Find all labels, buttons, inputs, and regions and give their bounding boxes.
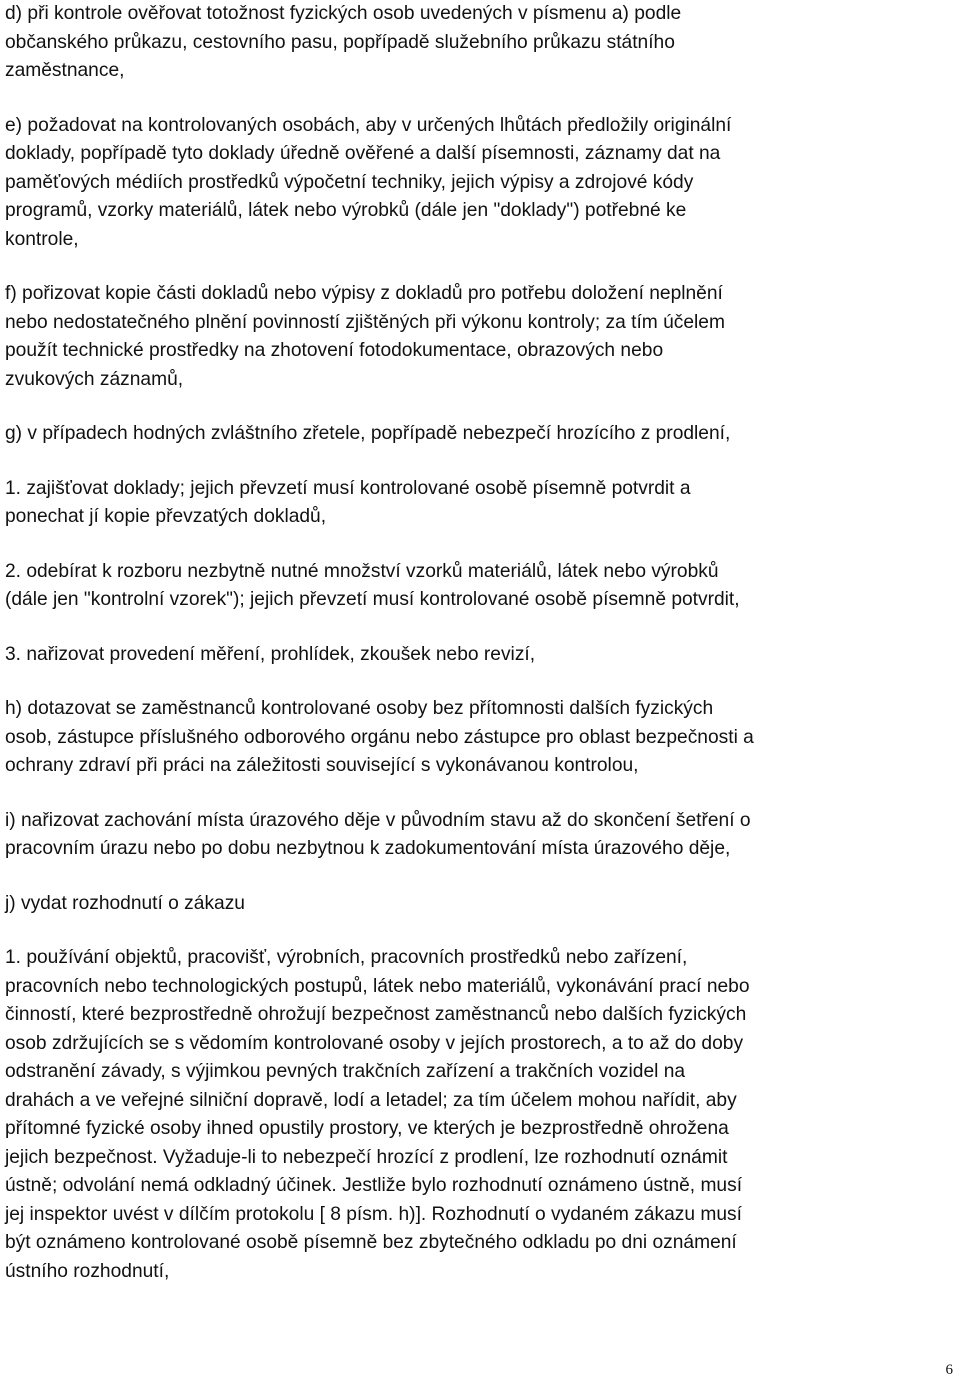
text-line: ústně; odvolání nemá odkladný účinek. Jestliže bylo rozhodnutí oznámeno ústně, musí bbox=[5, 1175, 743, 1196]
text-line: i) nařizovat zachování místa úrazového děje v původním stavu až do skončení šetření o bbox=[5, 809, 751, 831]
text-line: nebo nedostatečného plnění povinností zjištěných při výkonu kontroly; za tím účelem bbox=[5, 311, 725, 333]
text-line: drahách a ve veřejné silniční dopravě, lodí a letadel; za tím účelem mohou nařídit, aby bbox=[5, 1089, 737, 1111]
paragraph-g-3 bbox=[5, 641, 957, 670]
text-line: ochrany zdraví při práci na záležitosti související s vykonávanou kontrolou, bbox=[5, 755, 639, 776]
text-line: 1. zajišťovat doklady; jejich převzetí musí kontrolované osobě písemně potvrdit a bbox=[5, 477, 691, 499]
text-line: programů, vzorky materiálů, látek nebo výrobků (dále jen "doklady") potřebné ke bbox=[5, 200, 687, 221]
paragraph-e bbox=[5, 112, 957, 255]
text-line: činností, které bezprostředně ohrožují bezpečnost zaměstnanců nebo dalších fyzických bbox=[5, 1004, 747, 1025]
text-line: f) pořizovat kopie části dokladů nebo výpisy z dokladů pro potřebu doložení neplnění bbox=[5, 283, 723, 304]
paragraph-i bbox=[5, 807, 957, 864]
text-line: přítomné fyzické osoby ihned opustily prostory, ve kterých je bezprostředně ohrožena bbox=[5, 1118, 729, 1139]
text-line: 3. nařizovat provedení měření, prohlídek, zkoušek nebo revizí, bbox=[5, 643, 536, 665]
paragraph-g-2 bbox=[5, 558, 957, 615]
text-line: h) dotazovat se zaměstnanců kontrolované osoby bez přítomnosti dalších fyzických bbox=[5, 698, 714, 719]
text-line: ponechat jí kopie převzatých dokladů, bbox=[5, 506, 327, 527]
text-line: zaměstnance, bbox=[5, 60, 125, 81]
text-line: osob zdržujících se s vědomím kontrolované osoby v jejích prostorech, a to až do doby bbox=[5, 1032, 744, 1054]
text-line: kontrole, bbox=[5, 228, 79, 250]
text-line: jej inspektor uvést v dílčím protokolu [ 8 písm. h)]. Rozhodnutí o vydaném zákazu musí bbox=[5, 1203, 742, 1225]
text-line: 2. odebírat k rozboru nezbytně nutné množství vzorků materiálů, látek nebo výrobků bbox=[5, 560, 719, 582]
text-line: pracovním úrazu nebo po dobu nezbytnou k zadokumentování místa úrazového děje, bbox=[5, 838, 731, 859]
document-body bbox=[5, 0, 957, 1312]
text-line: odstranění závady, s výjimkou pevných trakčních zařízení a trakčních vozidel na bbox=[5, 1061, 686, 1082]
paragraph-f bbox=[5, 280, 957, 394]
text-line: pracovních nebo technologických postupů, látek nebo materiálů, vykonávání prací nebo bbox=[5, 975, 750, 997]
text-line: občanského průkazu, cestovního pasu, popřípadě služebního průkazu státního bbox=[5, 31, 675, 53]
paragraph-h bbox=[5, 695, 957, 781]
text-line: g) v případech hodných zvláštního zřetele, popřípadě nebezpečí hrozícího z prodlení, bbox=[5, 423, 731, 444]
text-line: e) požadovat na kontrolovaných osobách, aby v určených lhůtách předložily originální bbox=[5, 114, 732, 136]
text-line: j) vydat rozhodnutí o zákazu bbox=[5, 892, 245, 914]
paragraph-j-1 bbox=[5, 944, 957, 1286]
paragraph-d bbox=[5, 0, 957, 86]
text-line: jejich bezpečnost. Vyžaduje-li to nebezpečí hrozící z prodlení, lze rozhodnutí oznámit bbox=[5, 1146, 728, 1168]
text-line: d) při kontrole ověřovat totožnost fyzických osob uvedených v písmenu a) podle bbox=[5, 3, 682, 24]
text-line: ústního rozhodnutí, bbox=[5, 1260, 170, 1282]
page-number: 6 bbox=[945, 1362, 953, 1378]
paragraph-g-1 bbox=[5, 475, 957, 532]
paragraph-j bbox=[5, 890, 957, 919]
text-line: (dále jen "kontrolní vzorek"); jejich převzetí musí kontrolované osobě písemně potvrdit, bbox=[5, 589, 740, 610]
text-line: použít technické prostředky na zhotovení fotodokumentace, obrazových nebo bbox=[5, 340, 664, 361]
text-line: osob, zástupce příslušného odborového orgánu nebo zástupce pro oblast bezpečnosti a bbox=[5, 726, 754, 748]
paragraph-g bbox=[5, 420, 957, 449]
text-line: být oznámeno kontrolované osobě písemně bez zbytečného odkladu po dni oznámení bbox=[5, 1232, 737, 1253]
text-line: zvukových záznamů, bbox=[5, 368, 184, 390]
text-line: doklady, popřípadě tyto doklady úředně ověřené a další písemnosti, záznamy dat na bbox=[5, 143, 721, 164]
text-line: 1. používání objektů, pracovišť, výrobních, pracovních prostředků nebo zařízení, bbox=[5, 947, 688, 968]
text-line: paměťových médiích prostředků výpočetní techniky, jejich výpisy a zdrojové kódy bbox=[5, 171, 694, 193]
